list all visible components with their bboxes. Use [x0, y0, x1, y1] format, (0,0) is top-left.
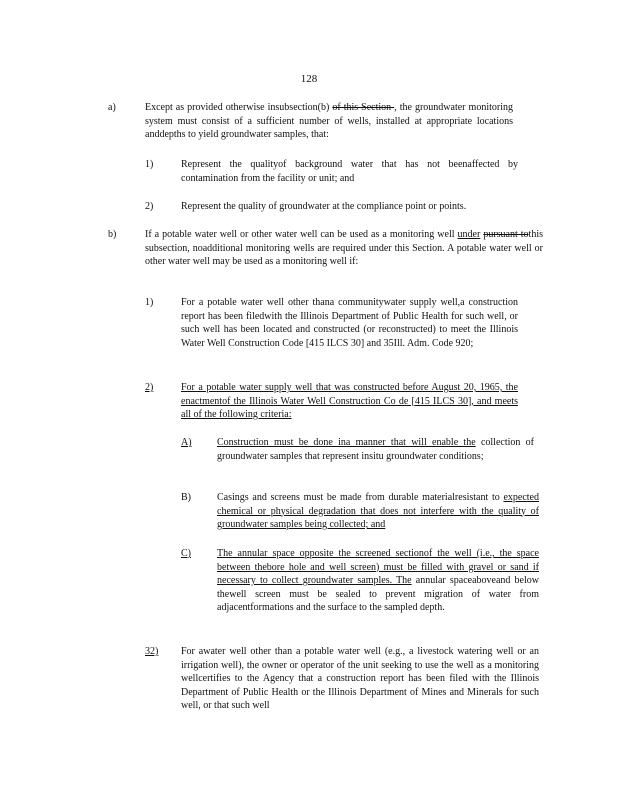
marker-a-2: 2)	[145, 201, 154, 212]
paragraph-b-2-C	[217, 547, 539, 615]
inserted-text: Construction must be done ina manner that will enable the	[217, 437, 476, 448]
paragraph-a-2	[181, 200, 518, 214]
paragraph-b-2-B	[217, 491, 539, 532]
inserted-text: The annular space opposite the screened sectionof the well (i.e., the space between thebore hole and well screen) must be filled with gravel or sand if necessary to collect groundwater samples. The	[217, 548, 539, 586]
marker-b-2: 2)	[145, 382, 154, 393]
segment: , the groundwater monitoring system must consist of a sufficient number of wells, installed at appropriate locations anddepths to yield groundwater samples, that:	[145, 102, 513, 140]
segment: If a potable water well or other water well can be used as a monitoring well	[145, 229, 458, 240]
paragraph-b-2	[181, 381, 518, 422]
paragraph-b	[145, 228, 543, 269]
marker-a: a)	[108, 102, 116, 113]
inserted-text: expected chemical or physical degradation that does not interfere with the quality of groundwater samples being collected; and	[217, 492, 539, 530]
segment: For awater well other than a potable water well (e.g., a livestock watering well or an irrigation well), the owner or operator of the unit seeking to use the well as a monitoring wellcertifies to the Agency that a construction report has been filed with the Illinois Department of Public Health or the Illinois Department of Mines and Minerals for such well, or that such well	[181, 646, 539, 711]
segment: Except as provided otherwise insubsection(b)	[145, 102, 333, 113]
segment: Represent the quality of groundwater at the compliance point or points.	[181, 201, 467, 212]
paragraph-a	[145, 101, 513, 142]
paragraph-b-3	[181, 645, 539, 713]
paragraph-b-1	[181, 296, 518, 350]
marker-a-1: 1)	[145, 159, 154, 170]
segment: collection of groundwater samples that represent insitu groundwater conditions;	[217, 437, 534, 462]
paragraph-b-2-A	[217, 436, 534, 463]
segment: this subsection, noadditional monitoring wells are required under this Section. A potable water well or other water well may be used as a monitoring well if:	[145, 229, 543, 267]
inserted-text: For a potable water supply well that was constructed before August 20, 1965, the enactmentof the Illinois Water Well Construction Co de [415 ILCS 30], and meets all of the following criteria:	[181, 382, 518, 420]
page-number: 128	[300, 73, 318, 85]
segment: Casings and screens must be made from durable materialresistant to	[217, 492, 504, 503]
marker-b-3: 32)	[145, 646, 159, 657]
struck-text: of this Section	[332, 102, 395, 113]
segment: For a potable water well other thana communitywater supply well,a construction report has been filedwith the Illinois Department of Public Health for such well, or such well has been located and constructed (or reconstructed) to meet the Illinois Water Well Construction Code [415 ILCS 30] and 35Ill. Adm. Code 920;	[181, 297, 518, 349]
marker-b-2-C: C)	[181, 548, 191, 559]
paragraph-a-1	[181, 158, 518, 185]
inserted-text: under	[457, 229, 481, 240]
marker-b: b)	[108, 229, 117, 240]
marker-b-2-A: A)	[181, 437, 192, 448]
marker-b-1: 1)	[145, 297, 154, 308]
segment: annular spaceaboveand below thewell screen must be sealed to prevent migration of water from adjacentformations and the surface to the sampled depth.	[217, 575, 539, 613]
segment: Represent the qualityof background water that has not beenaffected by contamination from the facility or unit; and	[181, 159, 518, 184]
struck-text: pursuant to	[483, 229, 529, 240]
marker-b-2-B: B)	[181, 492, 191, 503]
